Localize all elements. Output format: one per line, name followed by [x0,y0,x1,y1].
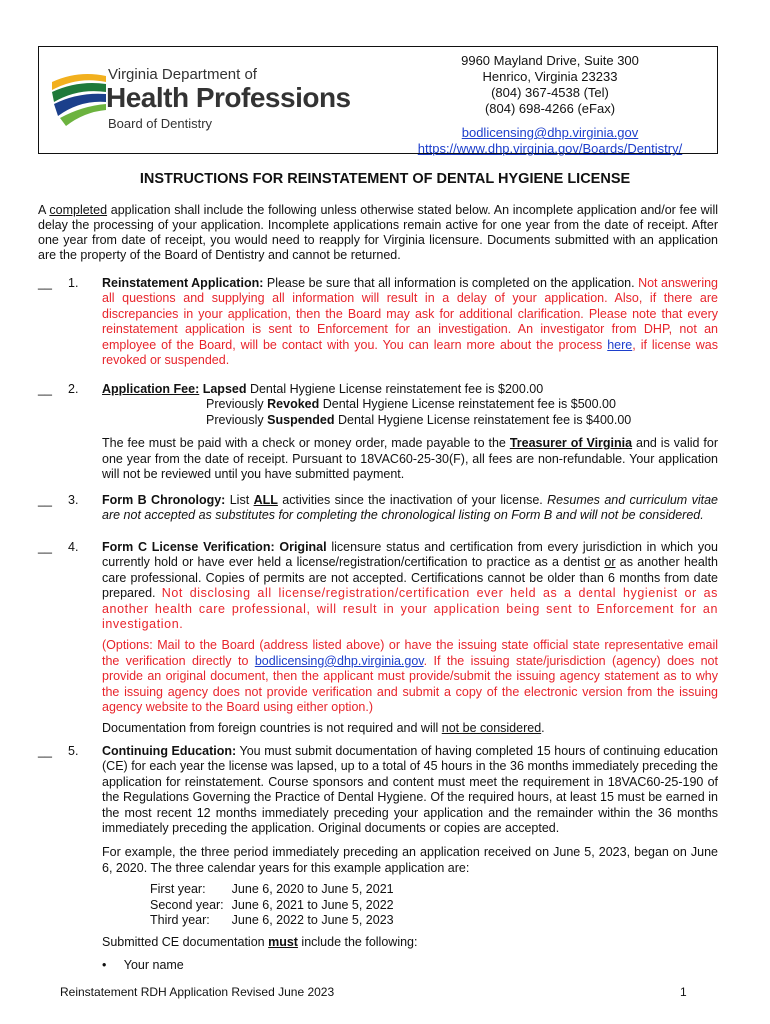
learn-more-link[interactable]: here [607,337,633,352]
item-heading: Continuing Education: [102,744,237,758]
list-item: Your name [123,957,184,972]
page-number: 1 [680,985,687,999]
page-title: INSTRUCTIONS FOR REINSTATEMENT OF DENTAL HYGIENE LICENSE [139,171,631,187]
ce-example: For example, the three period immediately preceding an application received on June 5, 2023, began on June 6, 2020. The three calendar years for this example application are: [102,845,718,875]
table-row: Second year: June 6, 2021 to June 5, 2022 [150,897,394,912]
address-email-link[interactable]: bodlicensing@dhp.virginia.gov [461,125,639,140]
treasurer-of-virginia: Treasurer of Virginia [509,436,633,451]
dhp-logo [48,62,358,140]
checkbox-blank[interactable]: __ [38,382,52,396]
board-address [400,53,700,157]
footer-revision: Reinstatement RDH Application Revised June 2023 [60,985,335,999]
logo-line-2: Health Professions [106,82,351,113]
address-street: 9960 Mayland Drive, Suite 300 [461,53,639,68]
fee-list: Application Fee: Lapsed Dental Hygiene License reinstatement fee is $200.00 Previously Revoked Dental Hygiene License reinstatement fee is $500.00 Previously Suspended Dental Hygiene License reinstatement fee is $400.00 [102,382,632,427]
logo-line-1: Virginia Department of [108,66,257,83]
item-number: 3. [68,493,79,507]
item-number: 2. [68,382,79,396]
bullet-icon: • [102,957,107,972]
intro-paragraph: A completed application shall include the following unless otherwise stated below. An incomplete application and/or fee will delay the processing of your application. Incomplete applications remain active for one year from the date of receipt. After one year from date of receipt, you would need to reapply for Virginia licensure. Documents submitted with an application are the property of the Board of Dentistry and cannot be returned. [38,203,719,262]
item-heading: Application Fee: [102,382,200,396]
table-row: First year: June 6, 2020 to June 5, 2021 [150,882,394,897]
table-row: Third year: June 6, 2022 to June 5, 2023 [150,913,394,928]
intro-completed: completed [49,203,108,217]
item-number: 1. [68,276,79,290]
address-url-link[interactable]: https://www.dhp.virginia.gov/Boards/Dentistry/ [417,141,683,156]
checkbox-blank[interactable]: __ [38,276,52,290]
logo-line-3: Board of Dentistry [108,116,213,131]
checkbox-blank[interactable]: __ [38,744,52,758]
item-heading: Form B Chronology: [102,493,226,507]
checkbox-blank[interactable]: __ [38,493,52,507]
address-tel: (804) 367-4538 (Tel) [491,85,609,100]
address-city: Henrico, Virginia 23233 [482,69,618,84]
item-heading: Form C License Verification: [102,540,275,554]
address-fax: (804) 698-4266 (eFax) [484,101,616,116]
item-heading: Reinstatement Application: [102,276,264,290]
item-number: 5. [68,744,79,758]
ce-years-table [150,882,402,928]
item-number: 4. [68,540,79,554]
checkbox-blank[interactable]: __ [38,540,52,554]
email-link[interactable]: bodlicensing@dhp.virginia.gov [254,653,424,668]
dhp-logo-mark [48,62,108,132]
